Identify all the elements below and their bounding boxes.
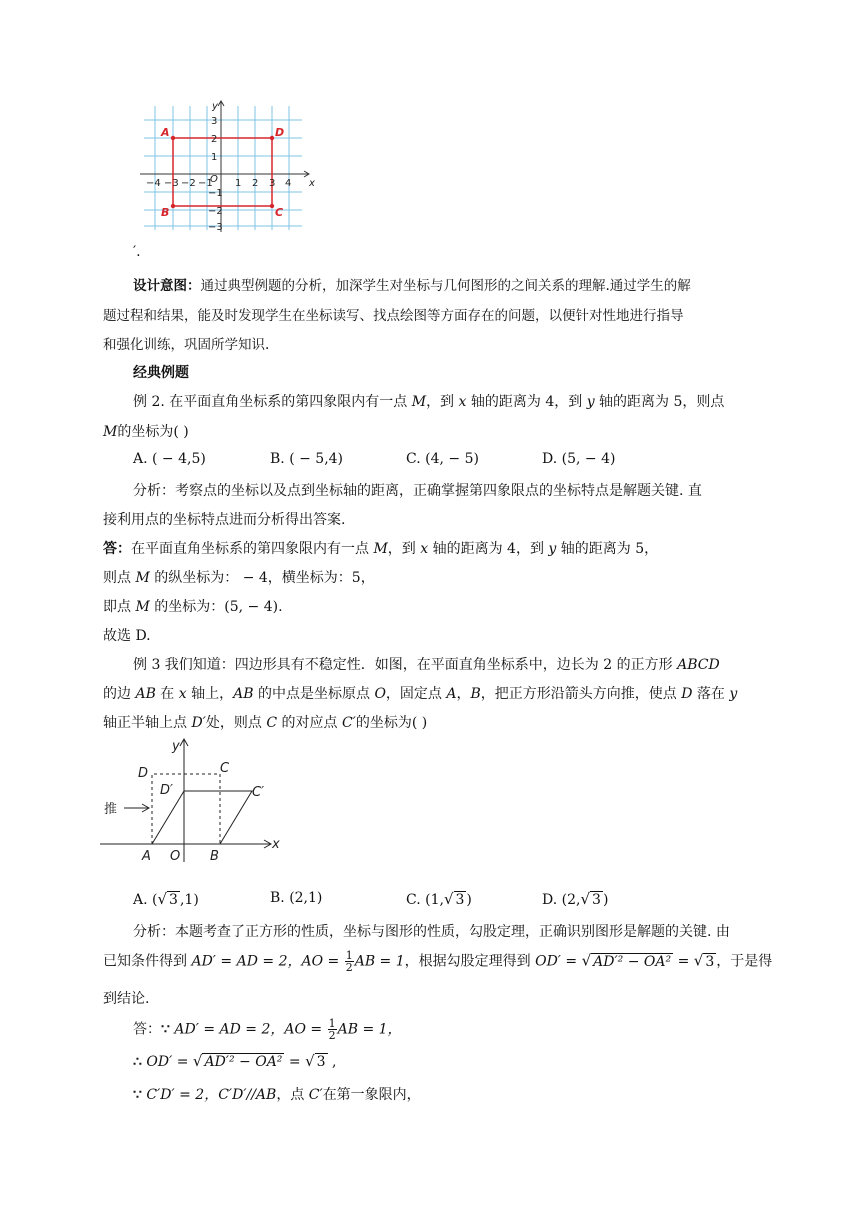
fig2-c-label: C xyxy=(220,761,230,776)
ex2-answer-line3: 即点 M 的坐标为：(5, − 4). xyxy=(103,599,283,615)
fig2-o-label: O xyxy=(170,849,181,864)
ex3-analysis-line2: 已知条件得到 AD′ = AD = 2，AO = $\frac{1}{2}$ AB = 1，根据勾股定理得到 OD′ = √ AD′² − OA² = √ 3 ，于是得 xyxy=(103,949,773,974)
ex3-option-d: D. (2,√ 3 ) xyxy=(542,890,609,908)
point-c xyxy=(270,204,274,208)
point-d xyxy=(270,136,274,140)
ex2-option-a: A. ( − 4,5) xyxy=(133,451,206,467)
y-tick: 3 xyxy=(211,116,218,127)
fig2-y-label: y xyxy=(172,739,180,754)
point-b-label: B xyxy=(161,206,170,219)
ex2-option-c: C. (4, − 5) xyxy=(406,451,479,467)
fig2-x-label: x xyxy=(272,837,280,852)
x-tick: −1 xyxy=(198,178,213,189)
design-intent-line3: 和强化训练，巩固所学知识. xyxy=(103,337,270,353)
point-c-label: C xyxy=(275,206,284,219)
ex3-question-line3: 轴正半轴上点 D′处，则点 C 的对应点 C′的坐标为( ) xyxy=(103,715,428,731)
fig2-cp-label: C′ xyxy=(252,785,265,800)
section-title: 经典例题 xyxy=(133,365,189,381)
ex3-analysis-line3: 到结论. xyxy=(103,991,150,1007)
point-a xyxy=(171,136,175,140)
y-tick: −1 xyxy=(208,188,223,199)
x-tick: 4 xyxy=(285,178,292,189)
ex3-option-a: A. (√ 3 ,1) xyxy=(133,890,199,908)
x-tick: 2 xyxy=(252,178,259,189)
ex3-analysis-line1: 分析：本题考查了正方形的性质，坐标与图形的性质，勾股定理，正确识别图形是解题的关键. 由 xyxy=(133,924,730,940)
ex3-question-line1: 例 3 我们知道：四边形具有不稳定性．如图，在平面直角坐标系中，边长为 2 的正方形 ABCD xyxy=(133,657,720,673)
ex2-analysis-line2: 接利用点的坐标特点进而分析得出答案. xyxy=(103,512,346,528)
y-tick: −3 xyxy=(208,222,223,232)
point-a-label: A xyxy=(161,126,170,139)
y-tick: 2 xyxy=(211,134,218,145)
y-tick: 1 xyxy=(211,152,218,163)
y-axis-label: y xyxy=(212,101,218,112)
fig2-d-label: D xyxy=(138,766,149,781)
fraction-half: $\frac{1}{2}$ xyxy=(328,1017,336,1042)
y-tick: −2 xyxy=(208,206,223,217)
stray-mark: ′. xyxy=(133,244,141,260)
ex2-option-d: D. (5, − 4) xyxy=(542,451,616,467)
ex3-option-b: B. (2,1) xyxy=(270,890,323,906)
fig2-dp-label: D′ xyxy=(160,783,173,798)
ex2-answer-line1: 答：在平面直角坐标系的第四象限内有一点 M，到 x 轴的距离为 4，到 y 轴的距离为 5， xyxy=(103,541,659,557)
figure-coordinate-grid xyxy=(140,100,320,232)
x-tick: 1 xyxy=(235,178,242,189)
fig2-b-label: B xyxy=(210,849,219,864)
point-b xyxy=(171,204,175,208)
design-intent-line2: 题过程和结果，能及时发现学生在坐标读写、找点绘图等方面存在的问题，以便针对性地进行指导 xyxy=(103,308,684,324)
ex2-option-b: B. ( − 5,4) xyxy=(270,451,344,467)
design-intent-line1: 设计意图：通过典型例题的分析，加深学生对坐标与几何图形的之间关系的理解.通过学生的解 xyxy=(133,278,691,294)
x-tick: −4 xyxy=(146,178,161,189)
fig2-a-label: A xyxy=(142,849,151,864)
ex2-analysis-line1: 分析：考察点的坐标以及点到坐标轴的距离，正确掌握第四象限点的坐标特点是解题关键. 直 xyxy=(133,483,702,499)
ex3-option-c: C. (1,√ 3 ) xyxy=(406,890,472,908)
origin-label: O xyxy=(210,174,218,185)
ex3-solution-line3: ∵ C′D′ = 2，C′D′//AB，点 C′在第一象限内， xyxy=(133,1087,421,1103)
ex3-question-line2: 的边 AB 在 x 轴上，AB 的中点是坐标原点 O，固定点 A，B，把正方形沿箭头方向推，使点 D 落在 y xyxy=(103,686,738,702)
fig2-push-label: 推 xyxy=(104,802,118,817)
ex2-answer-line2: 则点 M 的纵坐标为： − 4，横坐标为：5， xyxy=(103,570,375,586)
x-tick: −2 xyxy=(181,178,196,189)
ex2-question-line1: 例 2. 在平面直角坐标系的第四象限内有一点 M，到 x 轴的距离为 4，到 y 轴的距离为 5，则点 xyxy=(133,394,725,410)
figure-square-push xyxy=(100,736,290,864)
point-d-label: D xyxy=(275,126,285,139)
x-tick: −3 xyxy=(164,178,179,189)
design-intent-label: 设计意图： xyxy=(133,278,201,294)
ex3-solution-line2: ∴ OD′ = √ AD′² − OA² = √ 3 , xyxy=(133,1052,337,1070)
fraction-half: $\frac{1}{2}$ xyxy=(345,949,353,974)
x-tick: 3 xyxy=(269,178,276,189)
ex2-answer-line4: 故选 D. xyxy=(103,628,151,644)
x-axis-label: x xyxy=(309,178,315,189)
ex3-solution-line1: 答：∵ AD′ = AD = 2，AO = $\frac{1}{2}$ AB = 1， xyxy=(133,1017,402,1042)
ex2-question-line2: M的坐标为( ) xyxy=(103,424,189,440)
